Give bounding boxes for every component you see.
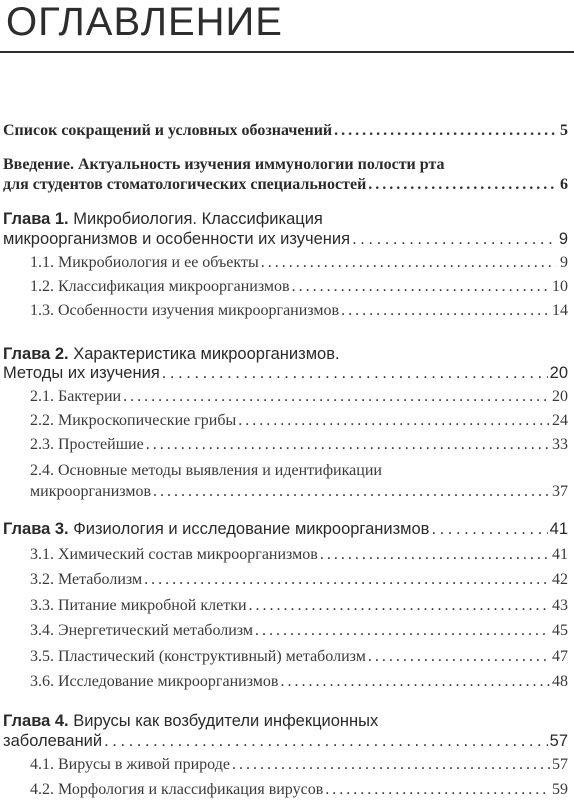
toc-chapter-1[interactable]: микроорганизмов и особенности их изучения . . . 9 — [0, 227, 574, 251]
page-number: 48 — [552, 673, 568, 690]
page-number: 24 — [552, 412, 568, 429]
toc-entry-abbreviations[interactable]: Список сокращений и условных обозначений . . . 5 — [0, 119, 574, 143]
chapter-label: Глава 3. — [3, 520, 69, 538]
toc-section-3-5[interactable]: 3.5. Пластический (конструктивный) метаболизм . . . 47 — [0, 645, 574, 669]
page-number: 9 — [560, 254, 568, 271]
leader-dots — [255, 619, 550, 643]
chapter-label: Глава 2. — [3, 345, 69, 363]
page-number: 10 — [552, 278, 568, 295]
toc-section-3-3[interactable]: 3.3. Питание микробной клетки . . . 43 — [0, 594, 574, 618]
leader-dots — [341, 299, 550, 323]
toc-chapter-4-line1[interactable]: Глава 4. Вирусы как возбудители инфекционных — [3, 712, 379, 730]
toc-chapter-3[interactable]: Глава 3. Физиология и исследование микроорганизмов . . . 41 — [0, 517, 574, 541]
toc-section-1-2[interactable]: 1.2. Классификация микроорганизмов . . . 10 — [0, 275, 574, 299]
leader-dots — [334, 119, 556, 143]
page-number: 42 — [552, 571, 568, 588]
toc-section-3-2[interactable]: 3.2. Метаболизм . . . 42 — [0, 568, 574, 592]
page-number: 37 — [552, 483, 568, 500]
toc-section-2-1[interactable]: 2.1. Бактерии . . . 20 — [0, 385, 574, 409]
toc-section-2-2[interactable]: 2.2. Микроскопические грибы . . . 24 — [0, 409, 574, 433]
leader-dots — [292, 275, 550, 299]
page-number: 59 — [552, 781, 568, 798]
toc-chapter-1-line1[interactable]: Глава 1. Микробиология. Классификация — [3, 210, 323, 228]
leader-dots — [325, 778, 550, 802]
toc-chapter-2-line1[interactable]: Глава 2. Характеристика микроорганизмов. — [3, 345, 340, 363]
toc-section-3-1[interactable]: 3.1. Химический состав микроорганизмов . . . 41 — [0, 543, 574, 567]
leader-dots — [123, 385, 550, 409]
page-number: 41 — [552, 546, 568, 563]
toc-section-1-3[interactable]: 1.3. Особенности изучения микроорганизмов . . . 14 — [0, 299, 574, 323]
page-number: 14 — [552, 302, 568, 319]
leader-dots — [162, 361, 548, 385]
leader-dots — [232, 753, 550, 777]
toc-chapter-2[interactable]: Методы их изучения . . . 20 — [0, 361, 574, 385]
page-title: ОГЛАВЛЕНИЕ — [6, 0, 283, 44]
page-number: 33 — [552, 436, 568, 453]
toc-section-2-3[interactable]: 2.3. Простейшие . . . 33 — [0, 433, 574, 457]
chapter-label: Глава 4. — [3, 712, 69, 730]
page-number: 43 — [552, 597, 568, 614]
page-number: 20 — [552, 388, 568, 405]
page-number: 47 — [552, 648, 568, 665]
page-number: 57 — [552, 756, 568, 773]
leader-dots — [104, 729, 548, 753]
page-number: 9 — [558, 230, 568, 248]
toc-entry-introduction[interactable]: для студентов стоматологических специальностей . . . 6 — [0, 173, 574, 197]
page-number: 45 — [552, 622, 568, 639]
page-number: 41 — [549, 520, 568, 538]
leader-dots — [249, 594, 550, 618]
leader-dots — [238, 409, 550, 433]
toc-section-2-4[interactable]: микроорганизмов . . . 37 — [0, 480, 574, 504]
leader-dots — [431, 517, 547, 541]
leader-dots — [352, 227, 556, 251]
toc-chapter-4[interactable]: заболеваний . . . 57 — [0, 729, 574, 753]
leader-dots — [144, 568, 550, 592]
page-number: 5 — [560, 122, 568, 139]
leader-dots — [146, 433, 550, 457]
leader-dots — [261, 251, 556, 275]
toc-section-4-2[interactable]: 4.2. Морфология и классификация вирусов . . . 59 — [0, 778, 574, 802]
toc-entry-introduction-line1[interactable]: Введение. Актуальность изучения иммунологии полости рта — [3, 156, 445, 173]
page-number: 20 — [549, 364, 568, 382]
leader-dots — [153, 480, 550, 504]
leader-dots — [368, 173, 556, 197]
leader-dots — [280, 670, 550, 694]
chapter-label: Глава 1. — [3, 210, 69, 228]
toc-section-1-1[interactable]: 1.1. Микробиология и ее объекты . . . 9 — [0, 251, 574, 275]
toc-section-3-6[interactable]: 3.6. Исследование микроорганизмов . . . 48 — [0, 670, 574, 694]
page-number: 6 — [560, 176, 568, 193]
page-number: 57 — [549, 732, 568, 750]
toc-section-3-4[interactable]: 3.4. Энергетический метаболизм . . . 45 — [0, 619, 574, 643]
leader-dots — [368, 645, 550, 669]
leader-dots — [320, 543, 550, 567]
toc-section-2-4-line1[interactable]: 2.4. Основные методы выявления и идентификации — [30, 462, 382, 479]
toc-section-4-1[interactable]: 4.1. Вирусы в живой природе . . . 57 — [0, 753, 574, 777]
